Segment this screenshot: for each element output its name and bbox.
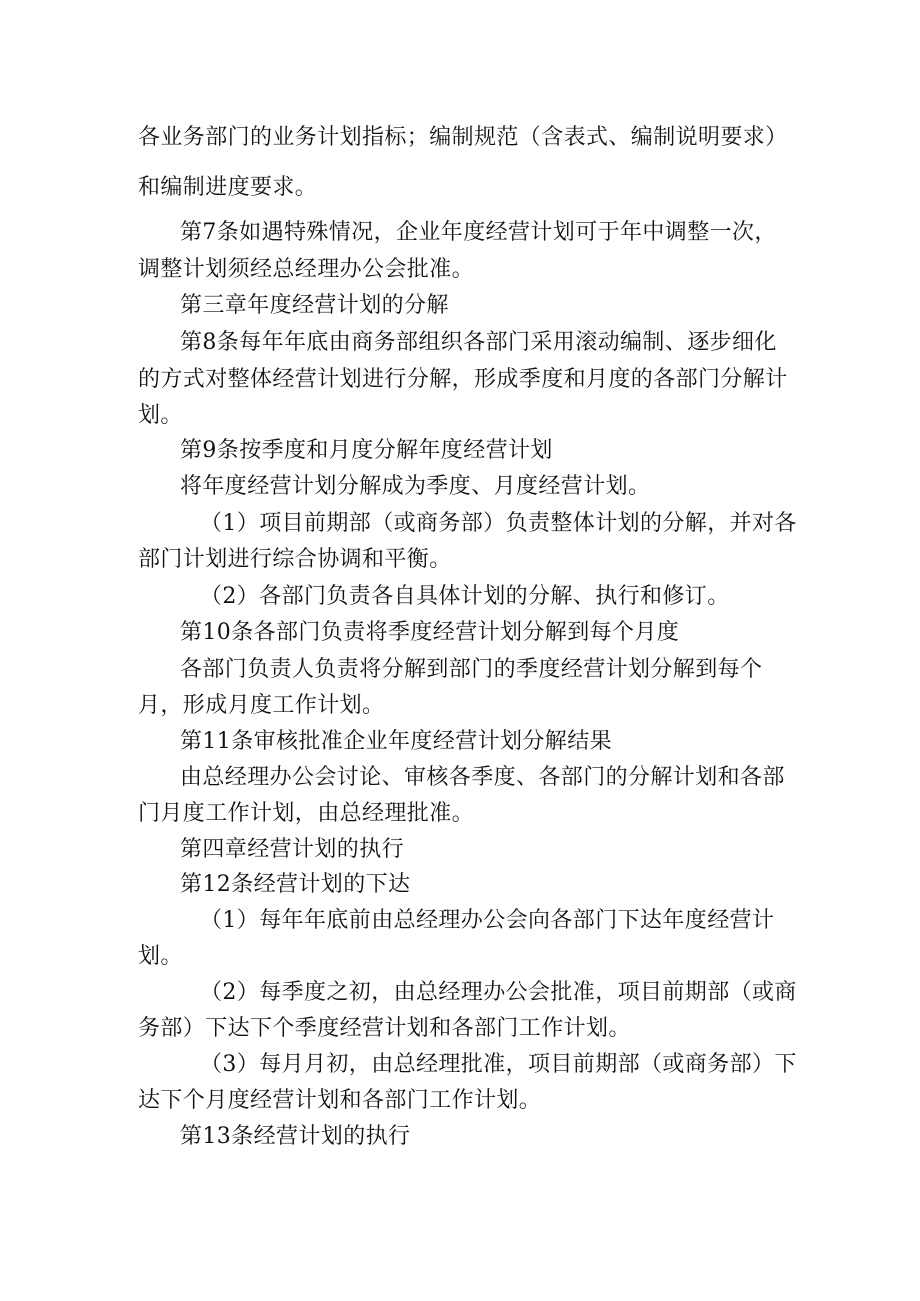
text-line: 务部）下达下个季度经营计划和各部门工作计划。 <box>138 1016 631 1041</box>
text-line: 第8条每年年底由商务部组织各部门采用滚动编制、逐步细化 <box>180 330 777 355</box>
text-line: （3）每月月初，由总经理批准，项目前期部（或商务部）下 <box>200 1052 797 1077</box>
text-line: 将年度经营计划分解成为季度、月度经营计划。 <box>180 474 651 499</box>
text-line: 门月度工作计划，由总经理批准。 <box>138 801 475 826</box>
text-line: 达下个月度经营计划和各部门工作计划。 <box>138 1088 542 1113</box>
chapter-heading: 第三章年度经营计划的分解 <box>180 293 449 318</box>
text-line: 各部门负责人负责将分解到部门的季度经营计划分解到每个 <box>180 657 763 682</box>
text-line: 划。 <box>138 944 183 969</box>
text-line: （1）每年年底前由总经理办公会向各部门下达年度经营计 <box>200 908 775 933</box>
text-line: 第12条经营计划的下达 <box>180 872 411 897</box>
text-line: 第11条审核批准企业年度经营计划分解结果 <box>180 729 612 754</box>
text-line: （2）各部门负责各自具体计划的分解、执行和修订。 <box>200 584 730 609</box>
text-line: 第9条按季度和月度分解年度经营计划 <box>180 438 553 463</box>
text-line: 各业务部门的业务计划指标；编制规范（含表式、编制说明要求） <box>138 125 788 150</box>
chapter-heading: 第四章经营计划的执行 <box>180 837 405 862</box>
text-line: 划。 <box>138 403 183 428</box>
text-line: 和编制进度要求。 <box>138 175 318 200</box>
text-line: （1）项目前期部（或商务部）负责整体计划的分解，并对各 <box>200 511 797 536</box>
text-line: 调整计划须经总经理办公会批准。 <box>138 257 475 282</box>
text-line: （2）每季度之初，由总经理办公会批准，项目前期部（或商 <box>200 980 797 1005</box>
text-line: 第10条各部门负责将季度经营计划分解到每个月度 <box>180 620 680 645</box>
text-line: 的方式对整体经营计划进行分解，形成季度和月度的各部门分解计 <box>138 367 788 392</box>
text-line: 月，形成月度工作计划。 <box>138 693 385 718</box>
text-line: 第7条如遇特殊情况，企业年度经营计划可于年中调整一次， <box>180 220 777 245</box>
text-line: 由总经理办公会讨论、审核各季度、各部门的分解计划和各部 <box>180 765 785 790</box>
text-line: 第13条经营计划的执行 <box>180 1124 411 1149</box>
text-line: 部门计划进行综合协调和平衡。 <box>138 547 452 572</box>
